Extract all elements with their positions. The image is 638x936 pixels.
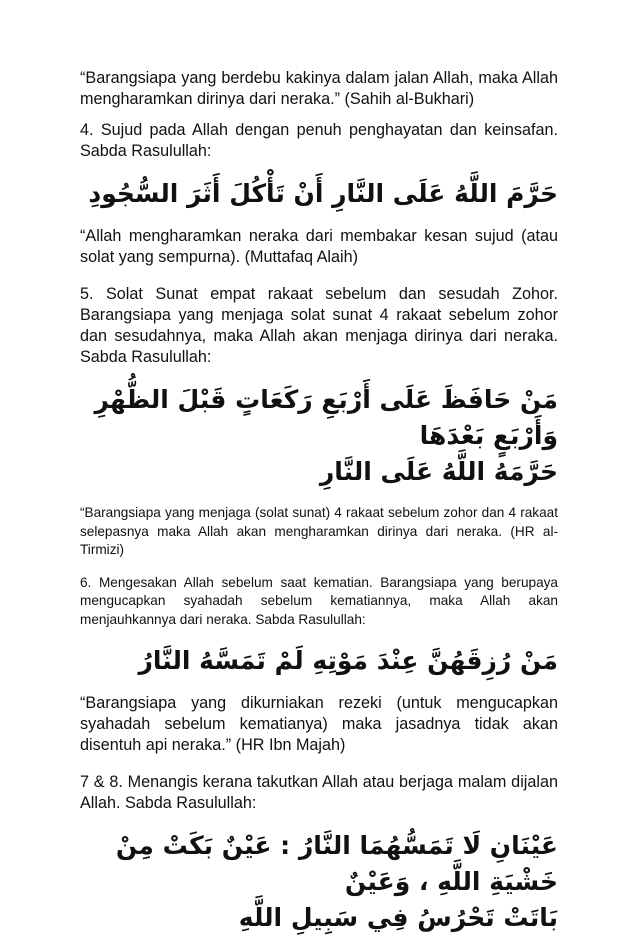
hadith-translation-1: “Barangsiapa yang berdebu kakinya dalam jalan Allah, maka Allah mengharamkan dirinya dari neraka.” (Sahih al-Bukhari) [80, 69, 558, 108]
arabic-hadith-4: حَرَّمَ اللَّهُ عَلَى النَّارِ أَنْ تَأْكُلَ أَثَرَ السُّجُودِ [88, 179, 558, 208]
arabic-hadith-5-line-1: مَنْ حَافَظَ عَلَى أَرْبَعِ رَكَعَاتٍ قَبْلَ الظُّهْرِ وَأَرْبَعٍ بَعْدَهَا [94, 385, 558, 450]
point-7-8-heading: 7 & 8. Menangis kerana takutkan Allah atau berjaga malam dijalan Allah. Sabda Rasulullah: [80, 773, 558, 812]
hadith-translation-5: “Barangsiapa yang menjaga (solat sunat) 4 rakaat sebelum zohor dan 4 rakaat selepasnya maka Allah akan mengharamkan dirinya dari neraka. (HR al-Tirmizi) [80, 505, 558, 557]
arabic-hadith-5-line-2: حَرَّمَهُ اللَّهُ عَلَى النَّارِ [319, 457, 558, 486]
arabic-hadith-7-8-line-1: عَيْنَانِ لَا تَمَسُّهُمَا النَّارُ : عَيْنٌ بَكَتْ مِنْ خَشْيَةِ اللَّهِ ، وَعَيْنٌ [115, 831, 558, 896]
point-4-heading: 4. Sujud pada Allah dengan penuh penghayatan dan keinsafan. Sabda Rasulullah: [80, 121, 558, 160]
point-6-heading: 6. Mengesakan Allah sebelum saat kematian. Barangsiapa yang berupaya mengucapkan syahadah sebelum kematiannya, maka Allah akan menjauhkannya dari neraka. Sabda Rasulullah: [80, 574, 558, 627]
arabic-hadith-7-8-line-2: بَاتَتْ تَحْرُسُ فِي سَبِيلِ اللَّهِ [238, 903, 558, 932]
arabic-hadith-6: مَنْ رُزِقَهُنَّ عِنْدَ مَوْتِهِ لَمْ تَمَسَّهُ النَّارُ [138, 646, 558, 675]
hadith-translation-4: “Allah mengharamkan neraka dari membakar kesan sujud (atau solat yang sempurna). (Muttafaq Alaih) [80, 227, 558, 266]
hadith-translation-6: “Barangsiapa yang dikurniakan rezeki (untuk mengucapkan syahadah sebelum kematianya) maka jasadnya tidak akan disentuh api neraka.” (HR Ibn Majah) [80, 694, 558, 754]
point-5-heading: 5. Solat Sunat empat rakaat sebelum dan sesudah Zohor. Barangsiapa yang menjaga solat sunat 4 rakaat sebelum zohor dan sesudahnya, maka Allah akan menjaga dirinya dari neraka. Sabda Rasulullah: [80, 285, 558, 366]
